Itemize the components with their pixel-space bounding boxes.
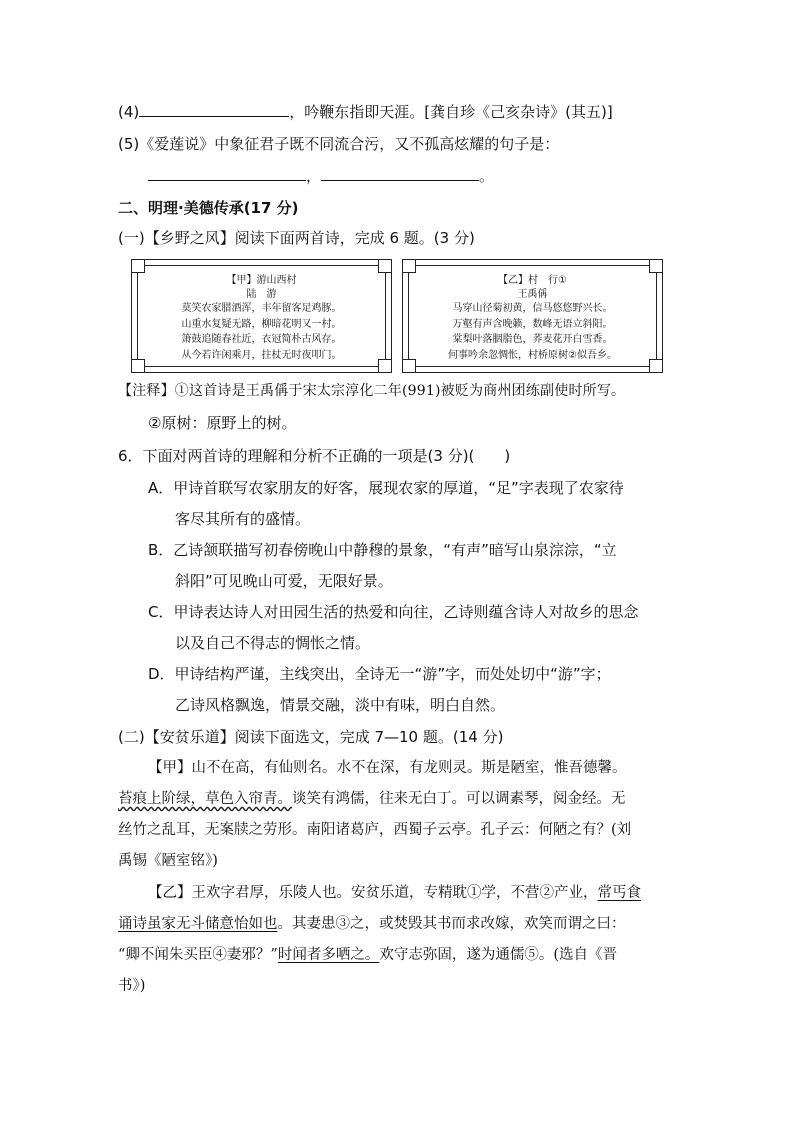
poem-line: 山重水复疑无路，柳暗花明又一村。 [181, 318, 342, 330]
poem-yi-box [402, 259, 663, 373]
notes-line-1: 【注释】①这首诗是王禹偁于宋太宗淳化二年(991)被贬为商州团练副使时所写。 [118, 383, 626, 399]
q5-separator: ， [306, 167, 322, 185]
q5-answer-blank-1[interactable] [148, 165, 306, 181]
q5-end: 。 [479, 167, 495, 185]
passage-jia-line-2: 苔痕上阶绿，草色入帘青。谈笑有鸿儒，往来无白丁。可以调素琴，阅金经。无 [118, 791, 626, 807]
q5-answer-blank-2[interactable] [321, 165, 479, 181]
option-c-line-1[interactable]: C．甲诗表达诗人对田园生活的热爱和向往，乙诗则蕴含诗人对故乡的思念 [148, 603, 639, 621]
passage-jia-line-1: 【甲】山不在高，有仙则名。水不在深，有龙则灵。斯是陋室，惟吾德馨。 [148, 760, 627, 776]
q4-number: (4) [118, 103, 140, 121]
section-2-heading: 二、明理·美德传承(17 分) [118, 199, 299, 217]
q4-answer-blank[interactable] [139, 101, 289, 117]
passage-jia-line-3: 丝竹之乱耳，无案牍之劳形。南阳诸葛庐，西蜀子云亭。孔子云：何陋之有？(刘 [118, 822, 632, 838]
option-c-line-2: 以及自己不得志的惆怅之情。 [175, 634, 371, 652]
question-5-line [118, 133, 559, 155]
option-d-line-2: 乙诗风格飘逸，情景交融，淡中有味，明白自然。 [175, 696, 506, 714]
poem-jia-author: 陆 游 [246, 289, 277, 300]
poem-jia-title: 【甲】游山西村 [226, 275, 297, 286]
passage-yi-line-2: 诵诗虽家无斗储意怡如也。其妻患③之，或焚毁其书而求改嫁，欢笑而谓之曰： [118, 916, 626, 932]
option-a-line-1[interactable]: A．甲诗首联写农家朋友的好客，展现农家的厚道，“足”字表现了农家待 [148, 479, 624, 497]
poem-line: 箫鼓追随春社近，衣冠简朴古风存。 [181, 334, 342, 345]
poem-line: 从今若许闲乘月，拄杖无时夜叩门。 [181, 349, 342, 361]
q5-text: (5)《爱莲说》中象征君子既不同流合污，又不孤高炫耀的句子是： [118, 135, 560, 153]
wavy-underlined-sentence: 苔痕上阶绿，草色入帘青。 [118, 791, 292, 807]
part-2-heading: (二)【安贫乐道】阅读下面选文，完成 7—10 题。(14 分) [118, 728, 504, 746]
poem-line: 莫笑农家腊酒浑，丰年留客足鸡豚。 [181, 303, 342, 314]
question-5-blanks [148, 165, 494, 187]
poem-yi-author: 王禹偁 [517, 289, 548, 300]
poem-jia-lines [132, 301, 391, 363]
q4-text: ，吟鞭东指即天涯。 [289, 103, 425, 121]
underlined-sentence-3: 时闻者多哂之。 [277, 947, 380, 963]
passage-yi-line-1: 【乙】王欢字君厚，乐陵人也。安贫乐道，专精耽①学，不营②产业，常丐食 [148, 885, 641, 901]
option-d-line-1[interactable]: D．甲诗结构严谨，主线突出，全诗无一“游”字，而处处切中“游”字； [148, 665, 611, 683]
option-b-line-2: 斜阳”可见晚山可爱，无限好景。 [175, 572, 393, 590]
poem-yi-title: 【乙】村 行① [498, 275, 567, 286]
underlined-sentence-part-2: 诵诗虽家无斗储意怡如也 [118, 916, 278, 932]
q4-source: [龚自珍《己亥杂诗》(其五)] [424, 103, 613, 121]
option-b-line-1[interactable]: B．乙诗颔联描写初春傍晚山中静穆的景象，“有声”暗写山泉淙淙，“立 [148, 541, 617, 559]
part-1-heading: (一)【乡野之风】阅读下面两首诗，完成 6 题。(3 分) [118, 229, 475, 247]
question-4-line [118, 101, 613, 123]
question-6-stem: 6．下面对两首诗的理解和分析不正确的一项是(3 分)( ) [118, 447, 511, 465]
poem-line: 何事吟余忽惆怅，村桥原树②似吾乡。 [448, 349, 617, 361]
passage-jia-line-4: 禹锡《陋室铭》) [118, 853, 218, 869]
poem-line: 万壑有声含晚籁，数峰无语立斜阳。 [452, 318, 613, 330]
passage-yi-line-4: 书》) [118, 978, 146, 994]
poem-jia-box [131, 259, 392, 373]
notes-line-2: ②原树：原野上的树。 [148, 414, 297, 432]
passage-yi-line-3: “卿不闻朱买臣④妻邪？”时闻者多哂之。欢守志弥固，遂为通儒⑤。(选自《晋 [118, 947, 617, 963]
poem-line: 马穿山径菊初黄，信马悠悠野兴长。 [452, 303, 613, 314]
underlined-sentence-part-1: 常丐食 [597, 885, 641, 901]
poem-line: 棠梨叶落胭脂色，荞麦花开白雪香。 [452, 334, 613, 345]
poem-yi-lines [403, 301, 662, 363]
option-a-line-2: 客尽其所有的盛情。 [175, 510, 311, 528]
